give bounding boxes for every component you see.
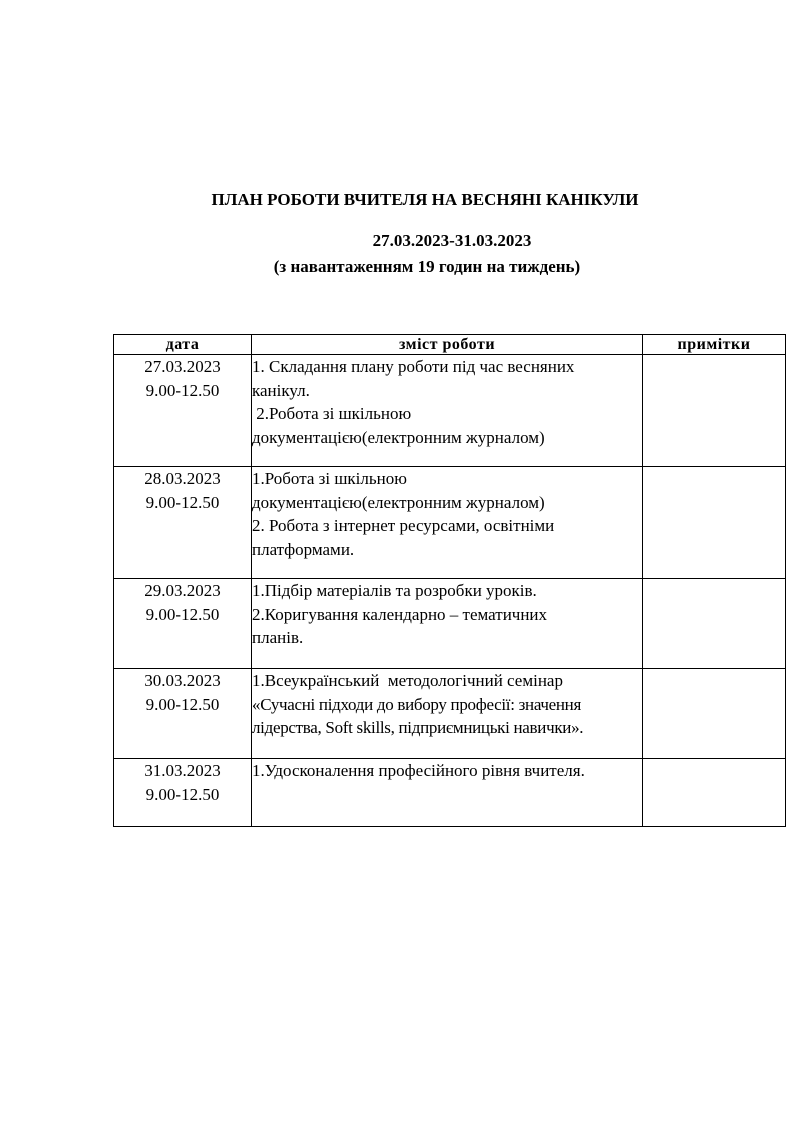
document-title: ПЛАН РОБОТИ ВЧИТЕЛЯ НА ВЕСНЯНІ КАНІКУЛИ [211,190,639,209]
table-row [114,669,786,759]
notes-cell [643,467,786,579]
header-notes: примітки [643,335,786,355]
row-date: 31.03.2023 [144,761,221,780]
content-line: платформами. [252,539,355,559]
content-line: 1.Всеукраїнський методологічний семінар [252,671,563,690]
table-row [114,355,786,467]
row-date: 29.03.2023 [144,581,221,600]
table-header-row [114,335,786,355]
date-cell [114,467,252,579]
row-time: 9.00-12.50 [145,604,220,624]
date-cell [114,579,252,669]
header-content: зміст роботи [252,335,643,355]
work-plan-table [113,334,786,827]
row-date: 30.03.2023 [144,671,221,690]
content-line: 1.Робота зі шкільною [252,469,407,488]
content-cell [252,669,643,759]
table-row [114,467,786,579]
content-line: 2.Коригування календарно – тематичних [252,604,548,624]
plan-period: 27.03.2023-31.03.2023 [372,231,532,250]
row-date: 27.03.2023 [144,357,221,376]
content-line: планів. [252,628,304,647]
row-time: 9.00-12.50 [145,380,220,400]
content-cell [252,355,643,467]
content-cell [252,467,643,579]
content-line: документацією(електронним журналом) [252,427,545,447]
row-date: 28.03.2023 [144,469,221,488]
workload-note: (з навантаженням 19 годин на тиждень) [273,257,581,276]
header-date: дата [114,335,252,355]
content-line: документацією(електронним журналом) [252,492,545,512]
content-cell [252,579,643,669]
content-line: «Сучасні підходи до вибору професії: значення [252,694,581,714]
row-time: 9.00-12.50 [145,492,220,512]
content-line: канікул. [252,380,310,400]
row-time: 9.00-12.50 [145,784,220,804]
notes-cell [643,759,786,827]
content-line: 1.Підбір матеріалів та розробки уроків. [252,581,537,600]
table-row [114,579,786,669]
content-line: 1. Складання плану роботи під час весняних [252,357,575,376]
content-line: 2.Робота зі шкільною [252,404,412,423]
content-cell [252,759,643,827]
row-time: 9.00-12.50 [145,694,220,714]
notes-cell [643,579,786,669]
content-line: лідерства, Soft skills, підприємницькі навички». [252,718,584,737]
table-row [114,759,786,827]
date-cell [114,759,252,827]
date-cell [114,669,252,759]
content-line: 2. Робота з інтернет ресурсами, освітніми [252,516,555,535]
date-cell [114,355,252,467]
notes-cell [643,669,786,759]
notes-cell [643,355,786,467]
content-line: 1.Удосконалення професійного рівня вчителя. [252,761,585,780]
